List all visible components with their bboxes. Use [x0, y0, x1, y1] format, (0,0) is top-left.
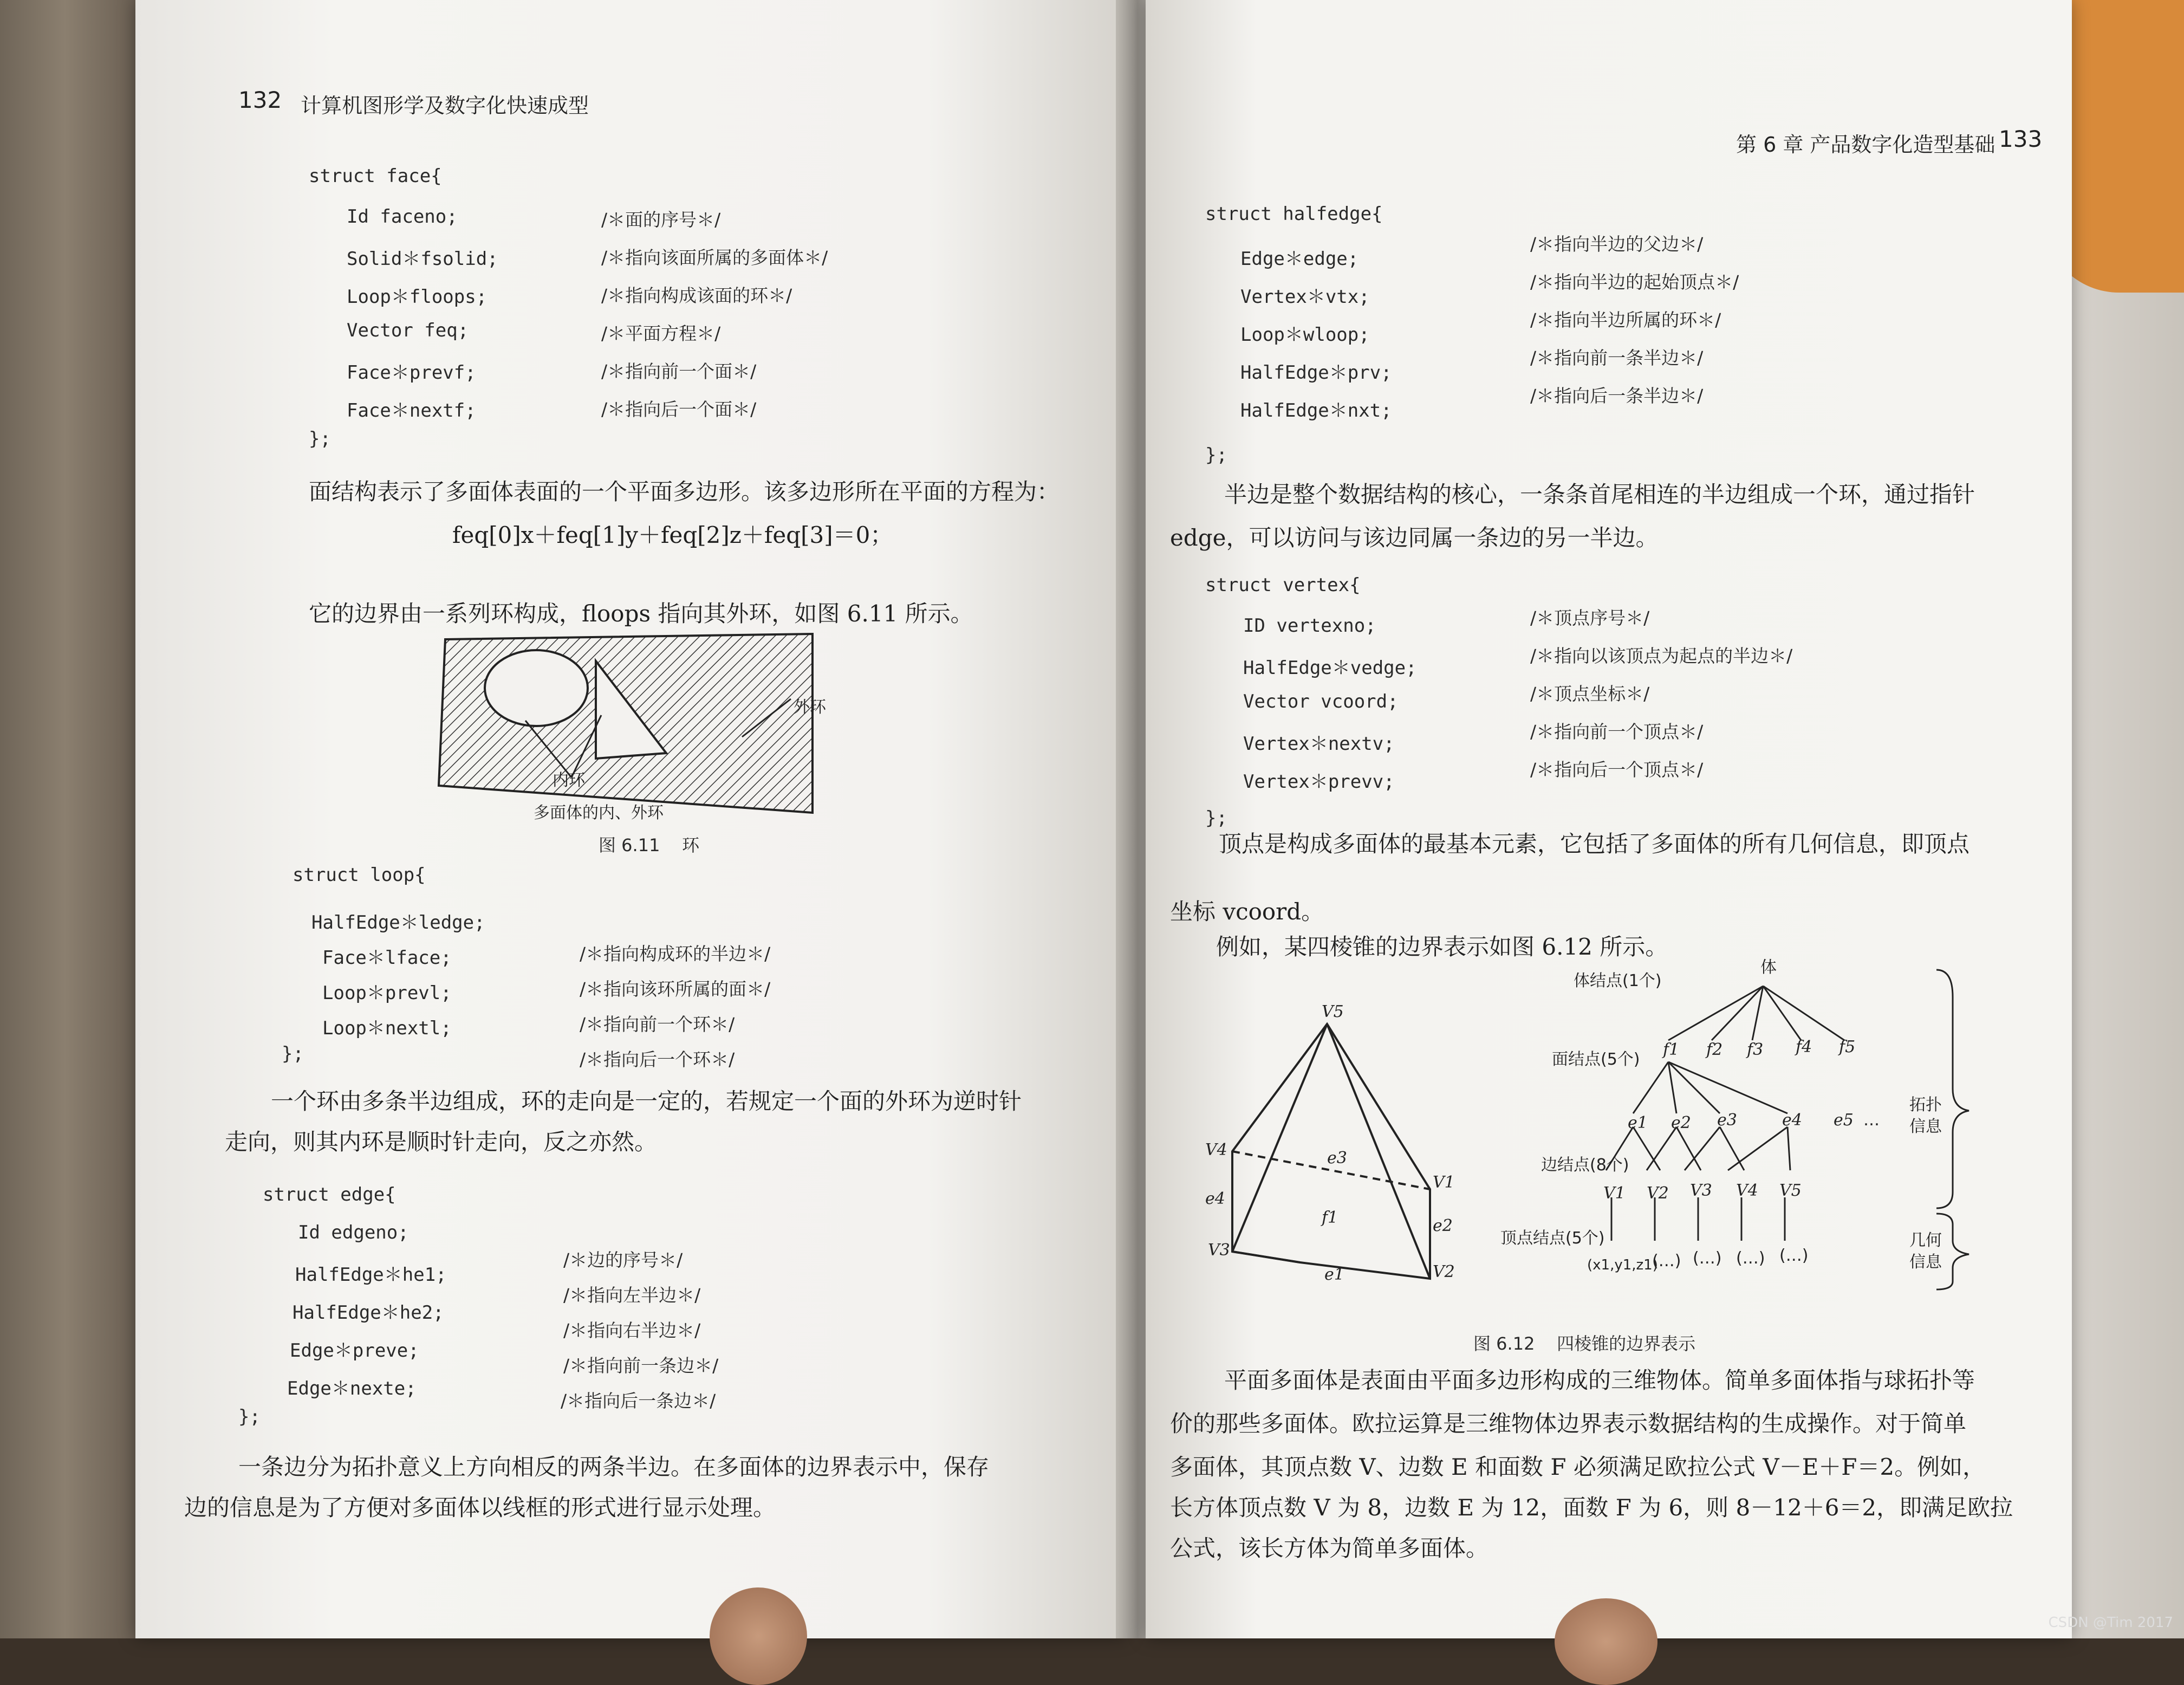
code-comment: /＊指向构成该面的环＊/: [601, 285, 792, 306]
code-comment: /＊指向半边的起始顶点＊/: [1530, 271, 1739, 293]
paragraph: 长方体顶点数 V 为 8，边数 E 为 12，面数 F 为 6，则 8－12＋6＝2，即满足欧拉: [1170, 1494, 2013, 1521]
figure-6-12-pyramid: [1192, 1002, 1517, 1295]
right-page-number: 133: [1999, 126, 2043, 152]
right-page: [1146, 0, 2072, 1638]
code-comment: /＊指向前一条边＊/: [563, 1355, 719, 1376]
paragraph: 走向，则其内环是顺时针走向，反之亦然。: [225, 1129, 658, 1155]
paragraph: 多面体，其顶点数 V、边数 E 和面数 F 必须满足欧拉公式 V－E＋F＝2。例如，: [1170, 1454, 1986, 1480]
code-comment: /＊指向后一条半边＊/: [1530, 385, 1704, 406]
code-comment: /＊面的序号＊/: [601, 209, 721, 230]
label-v4: V4: [1205, 1140, 1227, 1159]
code-line: Face＊lface;: [322, 947, 452, 969]
thumb-right: [1555, 1598, 1658, 1685]
struct-halfedge-footer: };: [1205, 444, 1227, 466]
code-comment: /＊平面方程＊/: [601, 323, 721, 344]
paragraph: 一条边分为拓扑意义上方向相反的两条半边。在多面体的边界表示中，保存: [238, 1454, 990, 1480]
tree-vertex: V1: [1603, 1184, 1626, 1203]
code-line: Loop＊nextl;: [322, 1018, 452, 1039]
label-polyhedron-loops: 多面体的内、外环: [534, 803, 664, 822]
right-running-title: 第 6 章 产品数字化造型基础: [1736, 133, 1995, 157]
tree-coord: (…): [1779, 1246, 1809, 1265]
label-f1: f1: [1322, 1208, 1338, 1227]
tree-edge: e1: [1628, 1113, 1648, 1132]
struct-loop-footer: };: [282, 1043, 304, 1065]
code-line: HalfEdge＊vedge;: [1243, 657, 1417, 679]
paragraph: 半边是整个数据结构的核心，一条条首尾相连的半边组成一个环，通过指针: [1224, 481, 1975, 508]
left-page-number: 132: [238, 87, 282, 113]
tree-coord: (…): [1693, 1249, 1722, 1268]
left-page: [135, 0, 1127, 1638]
code-comment: /＊指向该面所属的多面体＊/: [601, 247, 828, 268]
code-line: Loop＊floops;: [347, 286, 487, 308]
label-vertex-node: 顶点结点(5个): [1500, 1229, 1605, 1248]
paragraph: 一个环由多条半边组成，环的走向是一定的，若规定一个面的外环为逆时针: [271, 1088, 1022, 1114]
paragraph: 面结构表示了多面体表面的一个平面多边形。该多边形所在平面的方程为：: [309, 478, 1060, 505]
thumb-left: [710, 1587, 807, 1685]
struct-loop-header: struct loop{: [292, 864, 426, 886]
watermark: CSDN @Tim 2017: [2048, 1615, 2173, 1631]
struct-halfedge-header: struct halfedge{: [1205, 203, 1383, 225]
tree-edge: e4: [1782, 1111, 1802, 1130]
code-comment: /＊指向以该顶点为起点的半边＊/: [1530, 645, 1793, 666]
paragraph: 价的那些多面体。欧拉运算是三维物体边界表示数据结构的生成操作。对于简单: [1170, 1410, 1967, 1437]
left-running-title: 计算机图形学及数字化快速成型: [301, 94, 589, 118]
paragraph: 例如，某四棱锥的边界表示如图 6.12 所示。: [1216, 934, 1668, 960]
code-line: HalfEdge＊he1;: [295, 1264, 447, 1286]
tree-vertex: V5: [1779, 1181, 1802, 1200]
tree-coord: (x1,y1,z1): [1587, 1257, 1658, 1273]
code-line: Vertex＊prevv;: [1243, 771, 1395, 793]
tree-face: f4: [1796, 1038, 1812, 1057]
code-comment: /＊指向前一个环＊/: [580, 1014, 735, 1035]
label-outer-loop: 外环: [794, 698, 826, 717]
figure-6-11-loops: [439, 628, 905, 824]
code-line: Edge＊nexte;: [287, 1378, 417, 1399]
equation: feq[0]x＋feq[1]y＋feq[2]z＋feq[3]＝0；: [452, 522, 893, 548]
code-comment: /＊指向前一条半边＊/: [1530, 347, 1704, 368]
figure-caption: 图 6.12 四棱锥的边界表示: [1473, 1333, 1696, 1354]
paragraph: 平面多面体是表面由平面多边形构成的三维物体。简单多面体指与球拓扑等: [1224, 1367, 1975, 1394]
code-comment: /＊指向前一个顶点＊/: [1530, 721, 1704, 742]
code-line: Edge＊edge;: [1240, 248, 1359, 270]
code-comment: /＊指向该环所属的面＊/: [580, 978, 771, 1000]
code-comment: /＊顶点坐标＊/: [1530, 683, 1650, 704]
code-comment: /＊指向前一个面＊/: [601, 361, 757, 382]
code-line: HalfEdge＊he2;: [292, 1302, 444, 1324]
code-line: HalfEdge＊prv;: [1240, 362, 1392, 384]
code-line: Id faceno;: [347, 206, 458, 228]
code-comment: /＊边的序号＊/: [563, 1249, 683, 1271]
tree-coord: (…): [1736, 1249, 1765, 1268]
code-comment: /＊顶点序号＊/: [1530, 607, 1650, 628]
code-line: Face＊prevf;: [347, 362, 476, 384]
label-inner-loop: 内环: [552, 771, 585, 790]
code-comment: /＊指向后一条边＊/: [561, 1390, 716, 1411]
struct-edge-header: struct edge{: [263, 1184, 396, 1206]
struct-face-footer: };: [309, 428, 331, 450]
tree-face: f2: [1706, 1040, 1723, 1059]
paragraph: 公式，该长方体为简单多面体。: [1170, 1535, 1489, 1561]
code-line: Edge＊preve;: [290, 1340, 419, 1362]
label-e2: e2: [1433, 1216, 1453, 1235]
code-line: HalfEdge＊nxt;: [1240, 400, 1392, 422]
code-line: Vertex＊vtx;: [1240, 286, 1370, 308]
code-comment: /＊指向后一个环＊/: [580, 1049, 735, 1070]
code-comment: /＊指向左半边＊/: [563, 1285, 701, 1306]
tree-edge: e3: [1717, 1111, 1737, 1130]
tree-face: f1: [1663, 1040, 1680, 1059]
code-line: Face＊nextf;: [347, 400, 476, 422]
label-edge-node: 边结点(8个): [1541, 1156, 1629, 1175]
tree-edge-more: …: [1863, 1111, 1880, 1130]
figure-caption: 图 6.11 环: [599, 835, 700, 856]
code-line: Loop＊wloop;: [1240, 324, 1370, 346]
code-comment: /＊指向右半边＊/: [563, 1320, 701, 1341]
code-comment: /＊指向后一个顶点＊/: [1530, 759, 1704, 780]
code-line: Id edgeno;: [298, 1222, 409, 1243]
label-topology-info: 拓扑信息: [1909, 1096, 1942, 1136]
tree-edge: e5: [1834, 1111, 1854, 1130]
tree-face: f3: [1747, 1040, 1764, 1059]
label-face-node: 面结点(5个): [1552, 1050, 1640, 1069]
struct-vertex-header: struct vertex{: [1205, 574, 1361, 596]
code-line: Solid＊fsolid;: [347, 248, 498, 270]
label-body-node: 体结点(1个): [1574, 971, 1662, 990]
struct-face-header: struct face{: [309, 165, 442, 187]
paragraph: 坐标 vcoord。: [1170, 898, 1324, 925]
code-comment: /＊指向半边的父边＊/: [1530, 234, 1704, 255]
code-line: Vector vcoord;: [1243, 691, 1399, 712]
code-line: Vector feq;: [347, 320, 469, 341]
paragraph: 顶点是构成多面体的最基本元素，它包括了多面体的所有几何信息，即顶点: [1219, 831, 1970, 857]
paragraph: 边的信息是为了方便对多面体以线框的形式进行显示处理。: [184, 1494, 776, 1521]
code-line: Loop＊prevl;: [322, 982, 452, 1004]
tree-face: f5: [1839, 1038, 1856, 1057]
label-e3: e3: [1327, 1149, 1347, 1168]
label-v3: V3: [1208, 1241, 1230, 1260]
tree-root: 体: [1760, 958, 1777, 977]
tree-vertex: V2: [1647, 1184, 1669, 1203]
struct-edge-footer: };: [238, 1406, 261, 1428]
code-comment: /＊指向半边所属的环＊/: [1530, 309, 1721, 330]
code-comment: /＊指向构成环的半边＊/: [580, 943, 771, 964]
paragraph: edge，可以访问与该边同属一条边的另一半边。: [1170, 524, 1659, 551]
tree-edge: e2: [1671, 1113, 1691, 1132]
struct-vertex-footer: };: [1205, 807, 1227, 829]
tree-vertex: V3: [1690, 1181, 1712, 1200]
tree-vertex: V4: [1736, 1181, 1758, 1200]
code-line: Vertex＊nextv;: [1243, 733, 1395, 755]
code-comment: /＊指向后一个面＊/: [601, 399, 757, 420]
label-e4: e4: [1205, 1189, 1225, 1208]
code-line: ID vertexno;: [1243, 615, 1376, 637]
label-v5: V5: [1322, 1002, 1344, 1021]
paragraph: 它的边界由一系列环构成，floops 指向其外环，如图 6.11 所示。: [309, 600, 973, 627]
label-v2: V2: [1433, 1262, 1455, 1281]
code-line: HalfEdge＊ledge;: [311, 912, 485, 934]
label-geometry-info: 几何信息: [1909, 1231, 1942, 1272]
label-v1: V1: [1433, 1173, 1455, 1192]
label-e1: e1: [1324, 1265, 1344, 1284]
tree-coord: (…): [1652, 1252, 1681, 1271]
